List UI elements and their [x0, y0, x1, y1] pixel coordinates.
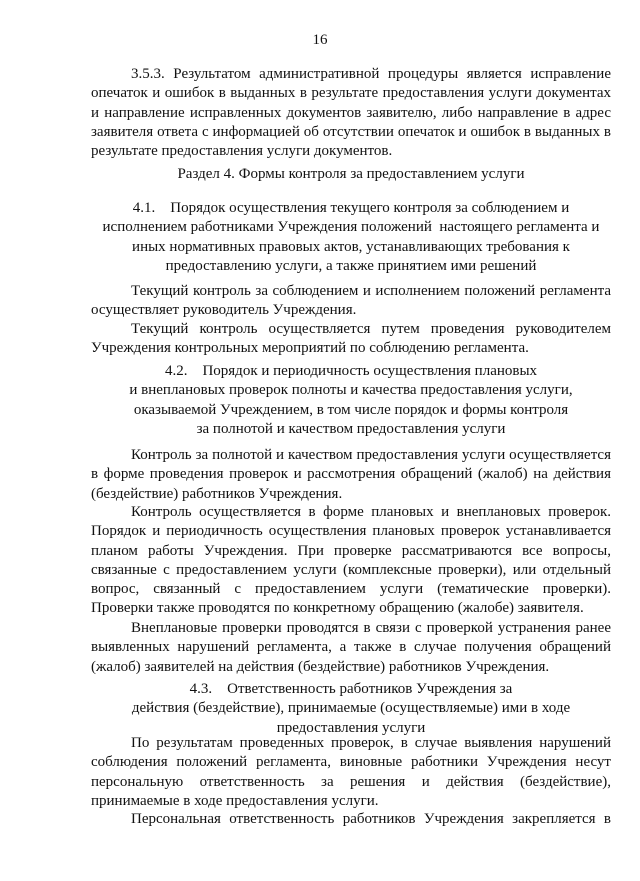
text-line: связанные с предоставлением услуги (комплексные проверки), или отдельный: [91, 561, 611, 578]
heading-4-2: [91, 362, 611, 439]
text-line: Персональная ответственность работников Учреждения закрепляется в: [131, 811, 611, 827]
text-line: Текущий контроль за соблюдением и исполнением положений регламента: [131, 283, 611, 299]
section-4-title: [91, 165, 611, 184]
text-line: осуществляет руководитель Учреждения.: [91, 302, 357, 319]
text-line: Раздел 4. Формы контроля за предоставлением услуги: [177, 166, 525, 182]
text-line: (жалоб) заявителей на действия (бездействие) работников Учреждения.: [91, 658, 550, 675]
text-line: вопрос, связанный с предоставлением услуги (тематические проверки).: [91, 581, 611, 598]
paragraph-4-1-a: [91, 282, 611, 321]
text-line: в форме проведения проверок и рассмотрения обращений (жалоб) на действия: [91, 466, 611, 483]
text-line: предоставления услуги: [276, 719, 426, 736]
text-line: 4.1. Порядок осуществления текущего контроля за соблюдением и: [132, 200, 570, 216]
text-line: Контроль за полнотой и качеством предоставления услуги осуществляется: [131, 447, 611, 463]
text-line: заявителя ответа с информацией об отсутствии опечаток и ошибок в выданных в: [91, 123, 611, 140]
text-line: (бездействие) работников Учреждения.: [91, 485, 343, 502]
text-line: оказываемой Учреждением, в том числе порядок и формы контроля: [133, 401, 569, 418]
paragraph-4-2-c: [91, 619, 611, 677]
text-line: и внеплановых проверок полноты и качества предоставления услуги,: [129, 382, 573, 399]
text-line: 4.2. Порядок и периодичность осуществления плановых: [164, 363, 538, 379]
text-line: Контроль осуществляется в форме плановых и внеплановых проверок.: [131, 504, 611, 520]
text-line: исполнением работниками Учреждения положений настоящего регламента и: [102, 219, 600, 236]
text-line: принимаемые в ходе предоставления услуги.: [91, 792, 379, 809]
text-line: Текущий контроль осуществляется путем проведения руководителем: [131, 321, 611, 337]
text-line: планом работы Учреждения. При проверке рассматриваются все вопросы,: [91, 542, 611, 559]
paragraph-4-1-b: [91, 320, 611, 359]
text-line: Внеплановые проверки проводятся в связи с проверкой устранения ранее: [131, 620, 611, 636]
text-line: Проверки также проводятся по конкретному обращению (жалобе) заявителя.: [91, 600, 584, 617]
text-line: действия (бездействие), принимаемые (осуществляемые) ими в ходе: [131, 700, 571, 717]
text-line: Учреждения контрольных мероприятий по соблюдению регламента.: [91, 340, 529, 357]
paragraph-4-2-b: [91, 503, 611, 619]
text-line: выявленных нарушений регламента, а также в случае получения обращений: [91, 639, 611, 656]
paragraph-3-5-3: [91, 65, 611, 161]
text-line: и направление исправленных документов заявителю, либо направление в адрес: [91, 104, 611, 121]
text-line: предоставлению услуги, а также принятием ими решений: [165, 257, 537, 274]
text-line: Порядок и периодичность осуществления плановых проверок устанавливается: [91, 523, 611, 540]
heading-4-3: [91, 680, 611, 738]
text-line: результате предоставления услуги документов.: [91, 143, 393, 160]
paragraph-4-3-b: [91, 810, 611, 829]
text-line: иных нормативных правовых актов, устанавливающих требования к: [132, 238, 570, 255]
paragraph-4-2-a: [91, 446, 611, 504]
text-line: 3.5.3. Результатом административной процедуры является исправление: [131, 66, 611, 82]
heading-4-1: [91, 199, 611, 276]
page-number: 16: [312, 32, 328, 48]
text-line: соблюдения положений регламента, виновные работники Учреждения несут: [91, 754, 611, 771]
text-line: за полнотой и качеством предоставления услуги: [196, 420, 506, 437]
text-line: 4.3. Ответственность работников Учреждения за: [189, 681, 513, 697]
paragraph-4-3-a: [91, 734, 611, 811]
text-line: персональную ответственность за решения и действия (бездействие),: [91, 773, 611, 790]
text-line: опечаток и ошибок в выданных в результате предоставления услуги документах: [91, 85, 611, 102]
text-line: По результатам проведенных проверок, в случае выявления нарушений: [131, 735, 611, 751]
